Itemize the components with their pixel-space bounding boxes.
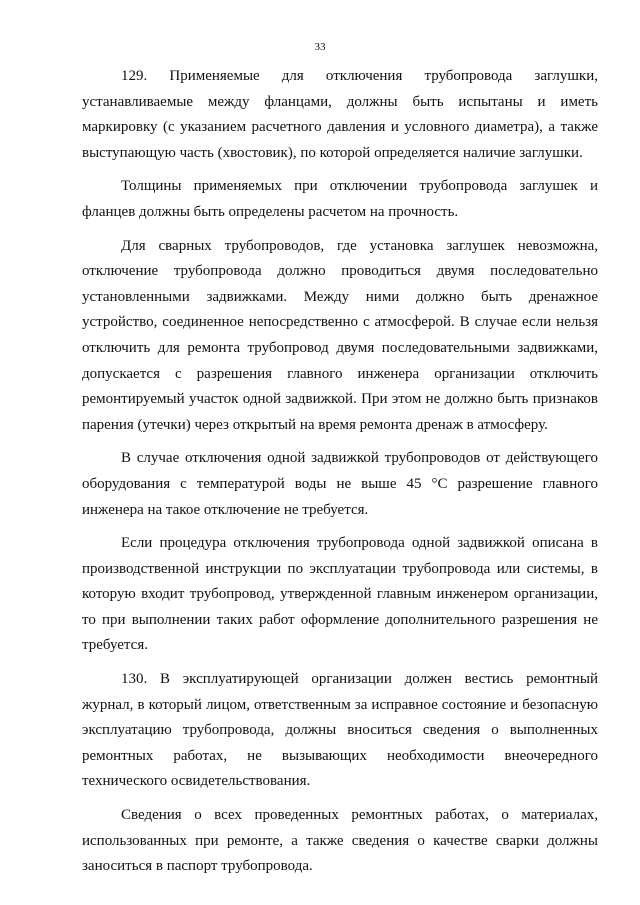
paragraph-129-plugs: 129. Применяемые для отключения трубопровода заглушки, устанавливаемые между фланцами, должны быть испытаны и иметь маркировку (с указанием расчетного давления и условного диаметра), а также выступающую часть (хвостовик), по которой определяется наличие заглушки. <box>82 68 598 161</box>
paragraph-single-valve-temperature: В случае отключения одной задвижкой трубопроводов от действующего оборудования с температурой воды не выше 45 °С разрешение главного инженера на такое отключение не требуется. <box>82 450 598 518</box>
paragraph-repair-records-passport: Сведения о всех проведенных ремонтных работах, о материалах, использованных при ремонте, а также сведения о качестве сварки должны заноситься в паспорт трубопровода. <box>82 807 598 875</box>
page-number: 33 <box>314 41 326 53</box>
paragraph-130-repair-log: 130. В эксплуатирующей организации должен вестись ремонтный журнал, в который лицом, ответственным за исправное состояние и безопасную эксплуатацию трубопровода, должны вноситься сведения о выполненных ремонтных работах, не вызывающих необходимости внеочередного технического освидетельствования. <box>82 671 598 790</box>
paragraph-instruction-procedure: Если процедура отключения трубопровода одной задвижкой описана в производственной инструкции по эксплуатации трубопровода или системы, в которую входит трубопровод, утвержденной главным инженером организации, то при выполнении таких работ оформление дополнительного разрешения не требуется. <box>82 535 598 654</box>
paragraph-plug-thickness: Толщины применяемых при отключении трубопровода заглушек и фланцев должны быть определены расчетом на прочность. <box>82 178 598 220</box>
paragraph-welded-pipelines: Для сварных трубопроводов, где установка заглушек невозможна, отключение трубопровода должно проводиться двумя последовательно установленными задвижками. Между ними должно быть дренажное устройство, соединенное непосредственно с атмосферой. В случае если нельзя отключить для ремонта трубопровод двумя последовательными задвижками, допускается с разрешения главного инженера организации отключить ремонтируемый участок одной задвижкой. При этом не должно быть признаков парения (утечки) через открытый на время ремонта дренаж в атмосферу. <box>82 237 598 433</box>
document-body <box>82 64 598 888</box>
